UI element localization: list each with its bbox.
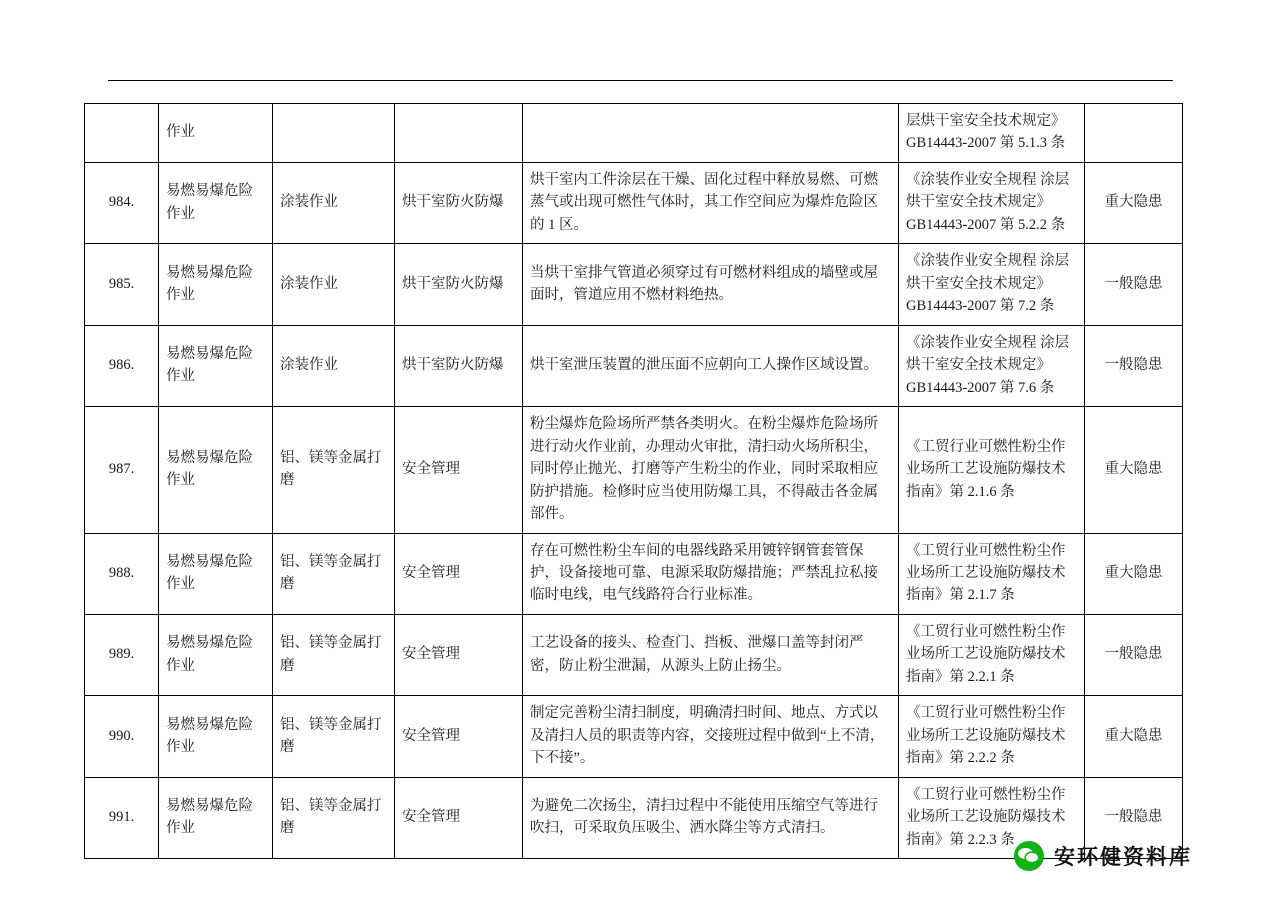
cell-level: 一般隐患 <box>1085 325 1183 406</box>
cell-number: 986. <box>85 325 159 406</box>
cell-item: 安全管理 <box>395 614 523 695</box>
cell-description: 存在可燃性粉尘车间的电器线路采用镀锌钢管套管保护，设备接地可靠、电源采取防爆措施；严禁乱拉私接临时电线，电气线路符合行业标准。 <box>523 533 899 614</box>
cell-item: 安全管理 <box>395 696 523 777</box>
cell-item: 烘干室防火防爆 <box>395 325 523 406</box>
hazard-table <box>84 103 1183 859</box>
table-row <box>85 696 1183 777</box>
cell-operation: 铝、镁等金属打磨 <box>273 533 395 614</box>
wechat-icon <box>1014 841 1044 871</box>
cell-operation: 涂装作业 <box>273 244 395 325</box>
cell-description: 烘干室内工件涂层在干燥、固化过程中释放易燃、可燃蒸气或出现可燃性气体时，其工作空间应为爆炸危险区的 1 区。 <box>523 162 899 243</box>
cell-item: 安全管理 <box>395 533 523 614</box>
cell-reference: 《涂装作业安全规程 涂层烘干室安全技术规定》GB14443-2007 第 5.2.2 条 <box>899 162 1085 243</box>
cell-number: 991. <box>85 777 159 858</box>
cell-category: 易燃易爆危险作业 <box>159 533 273 614</box>
cell-operation: 铝、镁等金属打磨 <box>273 407 395 533</box>
cell-number: 984. <box>85 162 159 243</box>
cell-category: 易燃易爆危险作业 <box>159 325 273 406</box>
cell-description: 工艺设备的接头、检查门、挡板、泄爆口盖等封闭严密，防止粉尘泄漏，从源头上防止扬尘。 <box>523 614 899 695</box>
cell-category: 作业 <box>159 104 273 163</box>
table-row <box>85 533 1183 614</box>
cell-description: 为避免二次扬尘，清扫过程中不能使用压缩空气等进行吹扫，可采取负压吸尘、洒水降尘等方式清扫。 <box>523 777 899 858</box>
table-row <box>85 244 1183 325</box>
cell-level: 一般隐患 <box>1085 777 1183 858</box>
table-row <box>85 407 1183 533</box>
cell-item <box>395 104 523 163</box>
table-row <box>85 325 1183 406</box>
cell-level: 重大隐患 <box>1085 696 1183 777</box>
table-row <box>85 162 1183 243</box>
cell-level: 重大隐患 <box>1085 162 1183 243</box>
cell-item: 烘干室防火防爆 <box>395 162 523 243</box>
cell-reference: 《工贸行业可燃性粉尘作业场所工艺设施防爆技术指南》第 2.1.7 条 <box>899 533 1085 614</box>
cell-number: 987. <box>85 407 159 533</box>
cell-number: 985. <box>85 244 159 325</box>
table-row <box>85 614 1183 695</box>
cell-category: 易燃易爆危险作业 <box>159 777 273 858</box>
cell-level: 一般隐患 <box>1085 244 1183 325</box>
cell-reference: 《工贸行业可燃性粉尘作业场所工艺设施防爆技术指南》第 2.2.1 条 <box>899 614 1085 695</box>
cell-reference: 《工贸行业可燃性粉尘作业场所工艺设施防爆技术指南》第 2.1.6 条 <box>899 407 1085 533</box>
cell-category: 易燃易爆危险作业 <box>159 614 273 695</box>
header-rule <box>108 80 1173 81</box>
cell-description: 粉尘爆炸危险场所严禁各类明火。在粉尘爆炸危险场所进行动火作业前，办理动火审批，清扫动火场所积尘，同时停止抛光、打磨等产生粉尘的作业，同时采取相应防护措施。检修时应当使用防爆工具，不得敲击各金属部件。 <box>523 407 899 533</box>
cell-operation: 铝、镁等金属打磨 <box>273 777 395 858</box>
cell-description: 当烘干室排气管道必须穿过有可燃材料组成的墙壁或屋面时，管道应用不燃材料绝热。 <box>523 244 899 325</box>
hazard-table-container <box>84 103 1182 859</box>
cell-number: 988. <box>85 533 159 614</box>
cell-operation: 铝、镁等金属打磨 <box>273 696 395 777</box>
cell-description: 烘干室泄压装置的泄压面不应朝向工人操作区域设置。 <box>523 325 899 406</box>
cell-category: 易燃易爆危险作业 <box>159 696 273 777</box>
cell-number: 990. <box>85 696 159 777</box>
cell-reference: 《涂装作业安全规程 涂层烘干室安全技术规定》GB14443-2007 第 7.6 条 <box>899 325 1085 406</box>
cell-level: 重大隐患 <box>1085 533 1183 614</box>
cell-reference: 《工贸行业可燃性粉尘作业场所工艺设施防爆技术指南》第 2.2.3 条 <box>899 777 1085 858</box>
cell-category: 易燃易爆危险作业 <box>159 407 273 533</box>
cell-item: 安全管理 <box>395 777 523 858</box>
cell-reference: 层烘干室安全技术规定》GB14443-2007 第 5.1.3 条 <box>899 104 1085 163</box>
cell-description: 制定完善粉尘清扫制度，明确清扫时间、地点、方式以及清扫人员的职责等内容，交接班过程中做到“上不清，下不接”。 <box>523 696 899 777</box>
cell-operation: 铝、镁等金属打磨 <box>273 614 395 695</box>
cell-number <box>85 104 159 163</box>
cell-operation <box>273 104 395 163</box>
table-row <box>85 104 1183 163</box>
cell-operation: 涂装作业 <box>273 325 395 406</box>
cell-category: 易燃易爆危险作业 <box>159 162 273 243</box>
cell-level: 重大隐患 <box>1085 407 1183 533</box>
cell-description <box>523 104 899 163</box>
cell-level <box>1085 104 1183 163</box>
footer-watermark <box>1014 841 1192 871</box>
footer-brand-label: 安环健资料库 <box>1054 846 1192 869</box>
cell-number: 989. <box>85 614 159 695</box>
cell-reference: 《涂装作业安全规程 涂层烘干室安全技术规定》GB14443-2007 第 7.2 条 <box>899 244 1085 325</box>
cell-category: 易燃易爆危险作业 <box>159 244 273 325</box>
cell-reference: 《工贸行业可燃性粉尘作业场所工艺设施防爆技术指南》第 2.2.2 条 <box>899 696 1085 777</box>
cell-level: 一般隐患 <box>1085 614 1183 695</box>
cell-item: 安全管理 <box>395 407 523 533</box>
cell-operation: 涂装作业 <box>273 162 395 243</box>
cell-item: 烘干室防火防爆 <box>395 244 523 325</box>
